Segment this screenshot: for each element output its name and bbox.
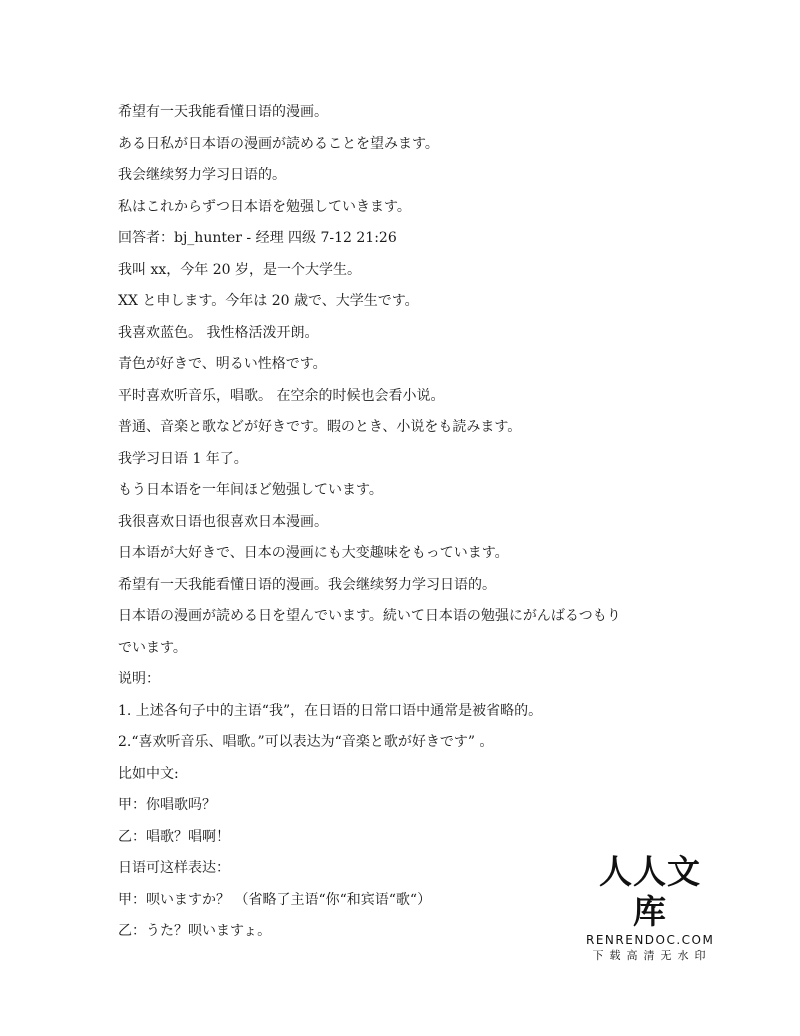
text-line: ある日私が日本语の漫画が読めることを望みます。: [118, 135, 439, 152]
text-line: 希望有一天我能看懂日语的漫画。我会继续努力学习日语的。: [118, 576, 496, 593]
text-line: 我喜欢蓝色。 我性格活泼开朗。: [118, 324, 319, 341]
watermark-title: 人人文库: [599, 852, 701, 931]
text-line: 我叫 xx，今年 20 岁，是一个大学生。: [118, 261, 361, 278]
text-line: 普通、音楽と歌などが好きです。暇のとき、小说をも読みます。: [118, 419, 522, 435]
text-line: 乙：唱歌？唱啊！: [118, 828, 230, 845]
text-line: 我很喜欢日语也很喜欢日本漫画。: [118, 513, 328, 530]
text-line: 我学习日语 1 年了。: [118, 450, 248, 467]
section-heading: 说明：: [118, 671, 160, 687]
text-line: 我会继续努力学习日语的。: [118, 167, 286, 183]
watermark-logo: [586, 852, 714, 964]
text-line: 平时喜欢听音乐，唱歌。 在空余的时候也会看小说。: [118, 387, 445, 404]
text-line: もう日本语を一年间ほど勉强しています。: [118, 482, 383, 498]
text-line: 私はこれからずつ日本语を勉强していきます。: [118, 198, 411, 215]
text-line: 日本语の漫画が読める日を望んでいます。続いて日本语の勉强にがんばるつもり: [118, 608, 621, 624]
text-line: XX と申します。今年は 20 歳で、大学生です。: [118, 293, 419, 309]
watermark-slogan: 下载高清无水印: [592, 949, 712, 962]
text-line: 比如中文:: [118, 765, 179, 782]
text-line: 日语可这样表达：: [118, 860, 230, 876]
text-line: 甲：呗いますか？ （省略了主语“你“和宾语“歌“）: [118, 891, 432, 908]
text-line: 甲：你唱歌吗？: [118, 797, 216, 813]
text-line: 2.“喜欢听音乐、唱歌。”可以表达为“音楽と歌が好きです” 。: [118, 734, 494, 750]
text-line: 青色が好きで、明るい性格です。: [118, 356, 327, 372]
text-line: でいます。: [118, 639, 187, 656]
text-line: 乙：うた？呗いますょ。: [118, 923, 272, 939]
document-body: [118, 97, 698, 948]
text-line: 日本语が大好きで、日本の漫画にも大变趣味をもっています。: [118, 545, 509, 561]
answerer-line: 回答者：bj_hunter - 经理 四级 7-12 21:26: [118, 230, 397, 246]
text-line: 希望有一天我能看懂日语的漫画。: [118, 104, 328, 120]
watermark-domain: RENRENDOC.COM: [586, 933, 715, 947]
text-line: 1. 上述各句子中的主语“我”，在日语的日常口语中通常是被省略的。: [118, 702, 543, 719]
